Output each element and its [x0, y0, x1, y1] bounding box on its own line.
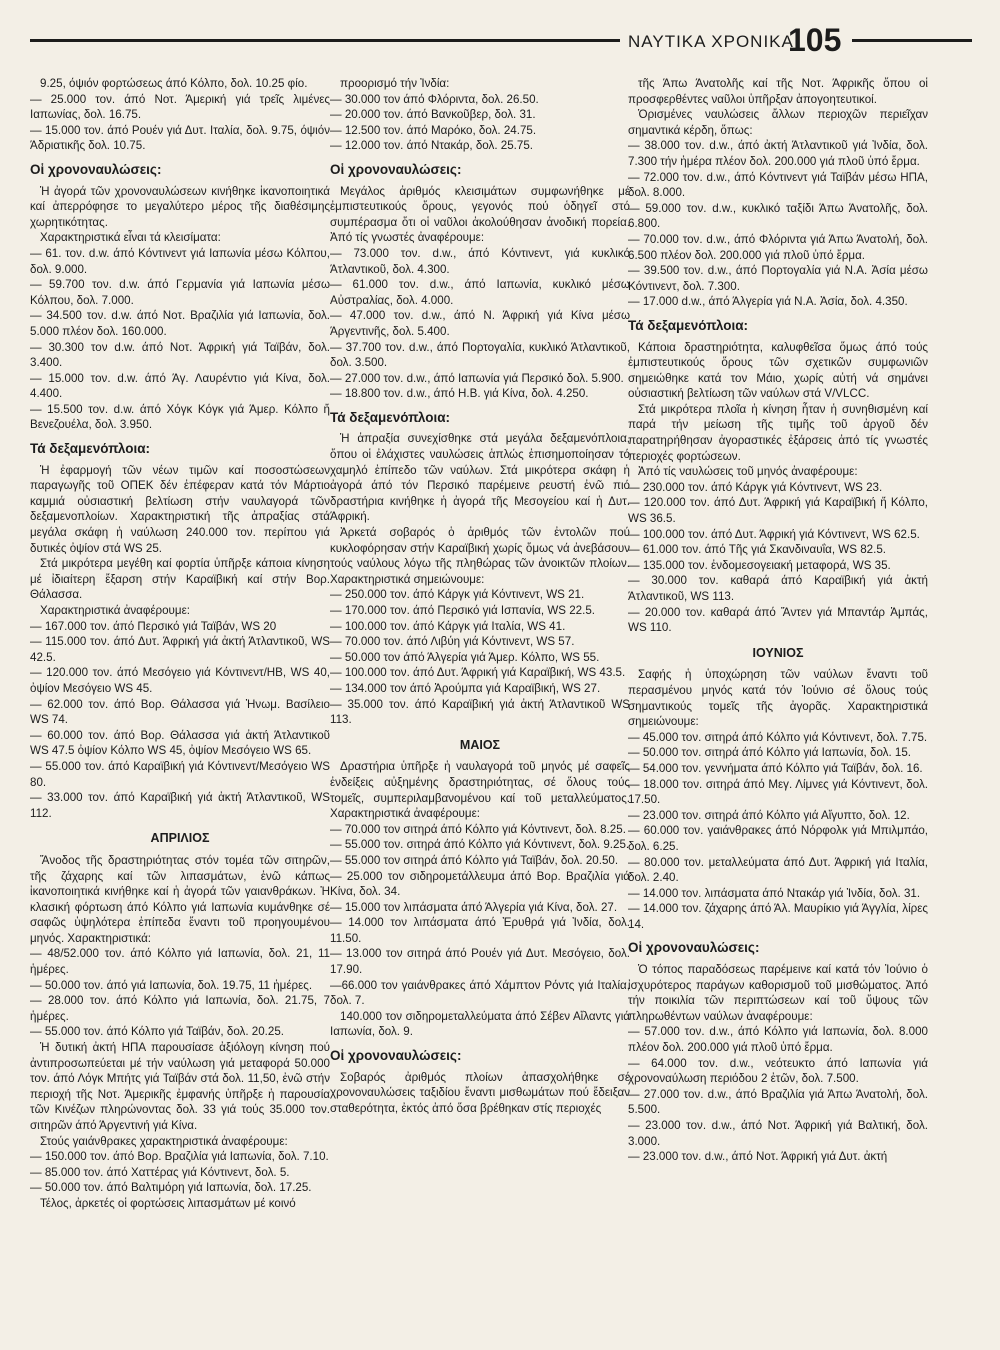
paragraph: — 30.000 τον. καθαρά άπό Καραϊβική γιά ἀκτή Άτλαντικοῦ, WS 113. [628, 574, 928, 603]
paragraph: — 115.000 τον. άπό Δυτ. Άφρική γιά ἀκτή Άτλαντικοῦ, WS 42.5. [30, 635, 330, 664]
paragraph: — 70.000 τον σιτηρά άπό Κόλπο γιά Κόντινεντ, δολ. 8.25. [330, 822, 626, 836]
paragraph: — 14.000 τον λιπάσματα άπό Ἐρυθρά γιά Ἰνδία, δολ. 11.50. [330, 916, 630, 945]
paragraph: — 13.000 τον σιτηρά άπό Ρουέν γιά Δυτ. Μεσόγειο, δολ. 17.90. [330, 947, 630, 977]
paragraph: — 70.000 τον. d.w., άπό Φλόριντα γιά Άπω Άνατολή, δολ. 6.500 πλέον δολ. 200.000 γιά πλοῦ ὑπό ἔρμα. [628, 232, 928, 262]
paragraph: — 167.000 τον. άπό Περσικό γιά Ταϊβάν, WS 20 [30, 619, 277, 633]
paragraph: — 59.000 τον. d.w., κυκλικό ταξίδι Άπω Άνατολῆς, δολ. 6.800. [628, 201, 928, 231]
paragraph: — 100.000 τον. άπό Δυτ. Άφρική γιά Κόντινεντ, WS 62.5. [628, 527, 920, 541]
column-3 [628, 76, 928, 1165]
paragraph: — 135.000 τον. ἐνδομεσογειακή μεταφορά, WS 35. [628, 558, 891, 572]
paragraph: 9.25, όψιόν φορτώσεως άπό Κόλπο, δολ. 10.25 φίο. [40, 77, 308, 90]
paragraph: — 15.000 τον. d.w. άπό Άγ. Λαυρέντιο γιά Κίνα, δολ. 4.400. [30, 371, 330, 401]
paragraph: Ἡ ἀπραξία συνεχίσθηκε στά μεγάλα δεξαμενόπλοια, ὅπου οἱ ἐλάχιστες ναυλώσεις ἁπλώς ἐπισημοποίησαν τό χαμηλό ἐπίπεδο τῶν ναύλων. Στά μικρότερα σκάφη ἡ ἀγορά άπό τόν Περσικό παρέμεινε ρευστή ἐνῶ πιό δραστήρια κινήθηκε ἡ ἀγορά τῆς Μεσογείου καί ἡ Δυτ. Άφρική. [330, 432, 630, 524]
column-2 [330, 76, 630, 1116]
paragraph: — 72.000 τον. d.w., άπό Κόντινεντ γιά Ταϊβάν μέσω ΗΠΑ, δολ. 8.000. [628, 170, 928, 200]
paragraph: — 45.000 τον. σιτηρά άπό Κόλπο γιά Κόντινεντ, δολ. 7.75. [628, 730, 928, 744]
paragraph: Ὁ τόπος παραδόσεως παρέμεινε καί κατά τόν Ἰούνιο ὁ ἰσχυρότερος παράγων καθορισμοῦ τοῦ μισθώματος. Ἀπό τήν ποικιλία τῶν περιπτώσεων καί τοῦ ὕψους τῶν πληρωθέντων ναύλων ἀναφέρουμε: [628, 963, 928, 1023]
paragraph: — 170.000 τον. άπό Περσικό γιά Ισπανία, WS 22.5. [330, 604, 596, 617]
paragraph: — 120.000 τον. άπό Μεσόγειο γιά Κόντινεντ/ΗΒ, WS 40, ὀψίον Μεσόγειο WS 45. [30, 666, 330, 695]
paragraph: — 47.000 τον. d.w., άπό Ν. Άφρική γιά Κίνα μέσω Άργεντινῆς, δολ. 5.400. [330, 309, 630, 338]
paragraph: — 60.000 τον. γαιάνθρακες άπό Νόρφολκ γιά Μπιλμπάο, δολ. 6.25. [628, 824, 928, 853]
month-heading: ΙΟΥΝΙΟΣ [752, 645, 804, 660]
paragraph: Στά μικρότερα μεγέθη καί φορτία ὑπῆρξε κάποια κίνηση μέ ἰδιαίτερη ἔξαρση στήν Καραϊβική καί στήν Βορ. Θάλασσα. [30, 557, 330, 602]
section-heading: Οἱ χρονοναυλώσεις: [330, 1048, 462, 1064]
paragraph: — 39.500 τον. d.w., άπό Πορτογαλία γιά Ν.Α. Ἀσία μέσω Κόντινεντ, δολ. 7.300. [628, 264, 928, 293]
paragraph: προορισμό τήν Ἰνδία: [340, 77, 450, 90]
paragraph: Ὁρισμένες ναυλώσεις ἄλλων περιοχῶν περιεῖχαν σημαντικά κέρδη, ὅπως: [628, 108, 928, 137]
section-heading: Τά δεξαμενόπλοια: [330, 409, 451, 425]
paragraph: Κάποια δραστηριότητα, καλυφθεῖσα ὅμως άπό τούς ἐμπιστευτικούς ὅρους τῶν σχετικῶν συμφωνιῶν σημειώθηκε κατά τον Μάιο, χωρίς αὐτή νά σημάνει οὐσιαστική βελτίωση τῶν ναύλων στά V/VLCC. [628, 340, 928, 401]
paragraph: —66.000 τον γαιάνθρακες άπό Χάμπτον Ρόντς γιά Ιταλία, δολ. 7. [330, 978, 630, 1008]
paragraph: — 50.000 τον. άπό Βαλτιμόρη γιά Ιαπωνία, δολ. 17.25. [30, 1181, 312, 1195]
paragraph: Στούς γαιάνθρακες χαρακτηριστικά ἀναφέρουμε: [40, 1134, 288, 1148]
page-number: 105 [788, 22, 842, 58]
paragraph: — 48/52.000 τον. άπό Κόλπο γιά Ιαπωνία, δολ. 21, 11 ἡμέρες. [30, 947, 330, 977]
paragraph: — 73.000 τον. d.w., άπό Κόντινεντ, γιά κυκλικό Άτλαντικοῦ, δολ. 4.300. [330, 246, 630, 276]
paragraph: — 134.000 τον άπό Ἀρούμπα γιά Καραϊβική, WS 27. [330, 681, 601, 695]
paragraph: Μεγάλος ἀριθμός κλεισιμάτων συμφωνήθηκε μέ ἐμπιστευτικούς ὅρους, γεγονός πού ὁδηγεῖ στό συμπέρασμα ὅτι οἱ ναῦλοι ἀκολούθησαν ἀνοδική πορεία. Ἀπό τίς γνωστές ἀναφέρουμε: [330, 184, 630, 245]
paragraph: — 57.000 τον. d.w., άπό Κόλπο γιά Ιαπωνία, δολ. 8.000 πλέον δολ. 200.000 γιά πλοῦ ὑπό ἔρμα. [628, 1025, 928, 1055]
header-rule-left [30, 39, 620, 42]
paragraph: Ἡ ἀγορά τῶν χρονοναυλώσεων κινήθηκε ἱκανοποιητικά καί ἀπερρόφησε το μεγαλύτερο μέρος τῆς διαθέσιμης χωρητικότητας. [30, 184, 330, 229]
month-heading: ΑΠΡΙΛΙΟΣ [150, 831, 210, 846]
publication-title: ΝΑΥΤΙΚΑ ΧΡΟΝΙΚΑ [628, 32, 794, 51]
paragraph: — 62.000 τον. άπό Βορ. Θάλασσα γιά Ἡνωμ. Βασίλειο WS 74. [30, 697, 330, 727]
paragraph: — 50.000 τον άπό Άλγερία γιά Άμερ. Κόλπο, WS 55. [330, 650, 600, 664]
paragraph: — 100.000 τον. άπό Κάργκ γιά Ιταλία, WS 41. [330, 619, 566, 633]
paragraph: — 15.000 τον λιπάσματα άπό Άλγερία γιά Κίνα, δολ. 27. [330, 900, 618, 914]
paragraph: — 54.000 τον. γεννήματα άπό Κόλπο γιά Ταϊβάν, δολ. 16. [628, 761, 923, 775]
paragraph: — 34.500 τον. d.w. άπό Νοτ. Βραζιλία γιά Ιαπωνία, δολ. 5.000 πλέον δολ. 160.000. [30, 309, 330, 338]
paragraph: — 70.000 τον. άπό Λιβύη γιά Κόντινεντ, WS 57. [330, 635, 575, 649]
month-heading: ΜΑΙΟΣ [459, 737, 501, 752]
paragraph: — 14.000 τον. ζάχαρης άπό Άλ. Μαυρίκιο γιά Άγγλία, λίρες 14. [628, 902, 928, 931]
section-heading: Οἱ χρονοναυλώσεις: [30, 161, 162, 177]
paragraph: — 23.000 τον. σιτηρά άπό Κόλπο γιά Αἴγυπτο, δολ. 12. [628, 808, 910, 822]
section-heading: Τά δεξαμενόπλοια: [30, 441, 151, 457]
paragraph: Ἀρκετά σοβαρός ὁ ἀριθμός τῶν ἐντολῶν πού κυκλοφόρησαν στήν Καραϊβική χωρίς ὅμως νά ἀνεβάσουν τούς ναύλους λόγω τῆς πληθώρας τῶν ἀνοικτῶν πλοίων. Χαρακτηριστικά σημειώνουμε: [330, 526, 630, 586]
paragraph: — 17.000 d.w., άπό Άλγερία γιά Ν.Α. Ἀσία, δολ. 4.350. [628, 295, 908, 309]
paragraph: — 37.700 τον. d.w., άπό Πορτογαλία, κυκλικό Άτλαντικοῦ, δολ. 3.500. [330, 340, 630, 370]
paragraph: τῆς Άπω Άνατολῆς καί τῆς Νοτ. Άφρικῆς ὅπου οἱ προσφερθέντες ναῦλοι ὑπῆρξαν ἀπογοητευτικοί. [628, 77, 928, 106]
paragraph: — 30.000 τον άπό Φλόριντα, δολ. 26.50. [330, 92, 539, 106]
paragraph: — 12.000 τον. άπό Ντακάρ, δολ. 25.75. [330, 139, 534, 153]
paragraph: — 15.000 τον. άπό Ρουέν γιά Δυτ. Ιταλία, δολ. 9.75, όψιόν Άδριατικῆς δολ. 10.75. [30, 123, 330, 153]
paragraph: — 23.000 τον. d.w., άπό Νοτ. Άφρική γιά Βαλτική, δολ. 3.000. [628, 1119, 928, 1148]
paragraph: Ἡ ἐφαρμογή τῶν νέων τιμῶν καί ποσοστώσεων παραγωγῆς τοῦ ΟΠΕΚ δέν ἐπέφεραν κατά τόν Μάρτιο καμμιά οὐσιαστική βελτίωση στήν ναυλαγορά τῶν δεξαμενοπλοίων. Χαρακτηριστική τῆς ἀπραξίας στά μεγάλα σκάφη ἡ ναύλωση 240.000 τον. περίπου γιά δυτικές ὀψίον στά WS 25. [30, 463, 330, 555]
paragraph: Σοβαρός ἀριθμός πλοίων ἀπασχολήθηκε σέ χρονοναυλώσεις ταξιδίου ἔναντι μισθωμάτων πού ἔδειξαν σταθερότητα, ἐκτός ἀπό ὅσα βρέθηκαν στίς περιοχές [330, 1070, 630, 1115]
paragraph: — 18.000 τον. σιτηρά άπό Μεγ. Λίμνες γιά Κόντινεντ, δολ. 17.50. [628, 777, 928, 807]
paragraph: — 120.000 τον. άπό Δυτ. Άφρική γιά Καραϊβική ἤ Κόλπο, WS 36.5. [628, 496, 928, 526]
paragraph: — 12.500 τον. άπό Μαρόκο, δολ. 24.75. [330, 123, 537, 137]
paragraph: — 60.000 τον. άπό Βορ. Θάλασσα γιά ἀκτή Άτλαντικοῦ WS 47.5 ὀψίον Κόλπο WS 45, ὀψίον Μεσόγειο WS 65. [30, 728, 330, 758]
paragraph: — 100.000 τον. άπό Δυτ. Άφρική γιά Καραϊβική, WS 43.5. [330, 666, 626, 680]
paragraph: — 28.000 τον. άπό Κόλπο γιά Ιαπωνία, δολ. 21.75, 7 ἡμέρες. [30, 994, 330, 1023]
paragraph: — 23.000 τον. d.w., άπό Νοτ. Άφρική γιά Δυτ. ἀκτή [628, 1150, 888, 1164]
paragraph: — 85.000 τον. άπό Χαττέρας γιά Κόντινεντ, δολ. 5. [30, 1165, 290, 1179]
paragraph: — 150.000 τον. άπό Βορ. Βραζιλία γιά Ιαπωνία, δολ. 7.10. [30, 1150, 329, 1164]
paragraph: Σαφής ἡ ὑποχώρηση τῶν ναύλων ἔναντι τοῦ περασμένου μηνός κατά τόν Ἰούνιο σέ ὅλους τούς σημαντικούς τομεῖς τῆς ἀγορᾶς. Χαρακτηριστικά σημειώνουμε: [628, 668, 928, 729]
paragraph: — 61.000 τον. d.w., άπό Ιαπωνία, κυκλικό μέσω Αὐστραλίας, δολ. 4.000. [330, 278, 630, 307]
paragraph: — 55.000 τον. άπό Κόλπο γιά Ταϊβάν, δολ. 20.25. [30, 1025, 285, 1039]
paragraph: — 18.800 τον. d.w., άπό Η.Β. γιά Κίνα, δολ. 4.250. [330, 387, 589, 401]
paragraph: Ἡ δυτική ἀκτή ΗΠΑ παρουσίασε ἀξιόλογη κίνηση πού ἀντιπροσωπεύεται μέ τήν ναύλωση γιά μεταφορά 50.000 τον. άπό Λόγκ Μπήτς γιά Ταϊβάν στά δολ. 11,50, ἐνῶ στήν περιοχή τῆς Νοτ. Άμερικῆς ἐμφανής ὑπῆρξε ἡ παρουσία τῶν Κινέζων πληρώνοντας δολ. 33 γιά τούς 35.000 τον. σιτηρῶν άπό Άργεντινή γιά Κίνα. [30, 1041, 330, 1132]
paragraph: — 59.700 τον. d.w. άπό Γερμανία γιά Ιαπωνία μέσω Κόλπου, δολ. 7.000. [30, 278, 330, 307]
paragraph: Χαρακτηριστικά εἶναι τά κλεισίματα: [40, 231, 221, 245]
section-heading: Οἱ χρονοναυλώσεις: [330, 161, 462, 177]
paragraph: — 50.000 τον. σιτηρά άπό Κόλπο γιά Ιαπωνία, δολ. 15. [628, 746, 912, 760]
paragraph: — 64.000 τον. d.w., νεότευκτο άπό Ιαπωνία γιά χρονοναύλωση περιόδου 2 ἐτῶν, δολ. 7.500. [628, 1056, 928, 1086]
paragraph: — 25.000 τον. άπό Νοτ. Άμερική γιά τρεῖς λιμένες Ιαπωνίας, δολ. 16.75. [30, 92, 330, 122]
paragraph: — 61. τον. d.w. άπό Κόντινεντ γιά Ιαπωνία μέσω Κόλπου, δολ. 9.000. [30, 246, 330, 276]
header-rule-right [852, 39, 972, 42]
paragraph: — 55.000 τον. άπό Καραϊβική γιά Κόντινεντ/Μεσόγειο WS 80. [30, 759, 330, 789]
paragraph: Τέλος, ἀρκετές οἱ φορτώσεις λιπασμάτων μέ κοινό [40, 1196, 296, 1210]
paragraph: Ἀπό τίς ναυλώσεις τοῦ μηνός ἀναφέρουμε: [638, 465, 858, 479]
paragraph: — 230.000 τον. άπό Κάργκ γιά Κόντινεντ, WS 23. [628, 480, 883, 494]
paragraph: — 250.000 τον. άπό Κάργκ γιά Κόντινεντ, WS 21. [330, 588, 585, 602]
paragraph: — 55.000 τον. σιτηρά άπό Κόλπο γιά Κόντινεντ, δολ. 9.25. [330, 838, 630, 852]
paragraph: Στά μικρότερα πλοῖα ἡ κίνηση ἦταν ἡ συνηθισμένη καί παρά τήν μείωση τῆς τιμῆς τοῦ ἀργοῦ δέν παρατηρήθησαν ἀγοραστικές ἐξάρσεις ἀπό τίς γνωστές περιοχές φορτώσεων. [628, 402, 928, 463]
paragraph: — 27.000 τον. d.w., άπό Βραζιλία γιά Άπω Άνατολή, δολ. 5.500. [628, 1087, 928, 1117]
paragraph: Ἄνοδος τῆς δραστηριότητας στόν τομέα τῶν σιτηρῶν, τῆς ζάχαρης καί τῶν λιπασμάτων, ἐνῶ κάπως ἱκανοποιητικά κινήθηκε καί ἡ ἀγορά τῶν γαιανθράκων. Ἡ κλασική φόρτωση άπό Κόλπο γιά Ιαπωνία κυμάνθηκε σέ σαφῶς ὑψηλότερα ἐπίπεδα ἔναντι τοῦ προηγουμένου μηνός. Χαρακτηριστικά: [30, 853, 330, 945]
paragraph: — 30.300 τον d.w. άπό Νοτ. Άφρική γιά Ταϊβάν, δολ. 3.400. [30, 340, 330, 370]
page-header [0, 20, 1000, 60]
paragraph: — 35.000 τον. άπό Καραϊβική γιά ἀκτή Άτλαντικοῦ WS 113. [330, 697, 630, 727]
paragraph: Δραστήρια ὑπῆρξε ἡ ναυλαγορά τοῦ μηνός μέ σαφεῖς ἐνδείξεις αὐξημένης δραστηριότητας, σέ ὅλους τούς τομεῖς, συμπεριλαμβανομένου καί τοῦ μεταλλεύματος. Χαρακτηριστικά ἀναφέρουμε: [330, 760, 630, 821]
section-heading: Τά δεξαμενόπλοια: [628, 317, 749, 333]
column-1 [30, 76, 330, 1212]
paragraph: — 55.000 τον σιτηρά άπό Κόλπο γιά Ταϊβάν, δολ. 20.50. [330, 853, 619, 867]
paragraph: Χαρακτηριστικά ἀναφέρουμε: [40, 604, 190, 617]
paragraph: — 14.000 τον. λιπάσματα άπό Ντακάρ γιά Ἰνδία, δολ. 31. [628, 886, 921, 900]
paragraph: — 20.000 τον. καθαρά άπό Ἄντεν γιά Μπαντάρ Ἀμπάς, WS 110. [628, 605, 928, 635]
paragraph: — 61.000 τον. άπό Τῆς γιά Σκανδιναυΐα, WS 82.5. [628, 543, 886, 557]
paragraph: 140.000 τον σιδηρομεταλλεύματα άπό Σέβεν Αἴλαντς γιά Ιαπωνία, δολ. 9. [330, 1009, 630, 1039]
section-heading: Οἱ χρονοναυλώσεις: [628, 940, 760, 956]
paragraph: — 38.000 τον. d.w., άπό ἀκτή Άτλαντικοῦ γιά Ἰνδία, δολ. 7.300 τήν ἡμέρα πλέον δολ. 200.000 γιά πλοῦ ὑπό ἔρμα. [628, 139, 928, 168]
paragraph: — 80.000 τον. μεταλλεύματα άπό Δυτ. Άφρική γιά Ιταλία, δολ. 2.40. [628, 855, 928, 885]
paragraph: — 25.000 τον σιδηρομετάλλευμα άπό Βορ. Βραζιλία γιά Κίνα, δολ. 34. [330, 869, 630, 899]
paragraph: — 20.000 τον. άπό Βανκοῦβερ, δολ. 31. [330, 108, 536, 122]
paragraph: — 33.000 τον. άπό Καραϊβική γιά ἀκτή Άτλαντικοῦ, WS 112. [30, 791, 330, 820]
paragraph: — 50.000 τον. άπό γιά Ιαπωνία, δολ. 19.75, 11 ἡμέρες. [30, 978, 313, 992]
paragraph: — 27.000 τον. d.w., άπό Ιαπωνία γιά Περσικό δολ. 5.900. [330, 371, 624, 385]
paragraph: — 15.500 τον. d.w. άπό Χόγκ Κόγκ γιά Άμερ. Κόλπο ἤ Βενεζουέλα, δολ. 3.950. [30, 402, 330, 432]
